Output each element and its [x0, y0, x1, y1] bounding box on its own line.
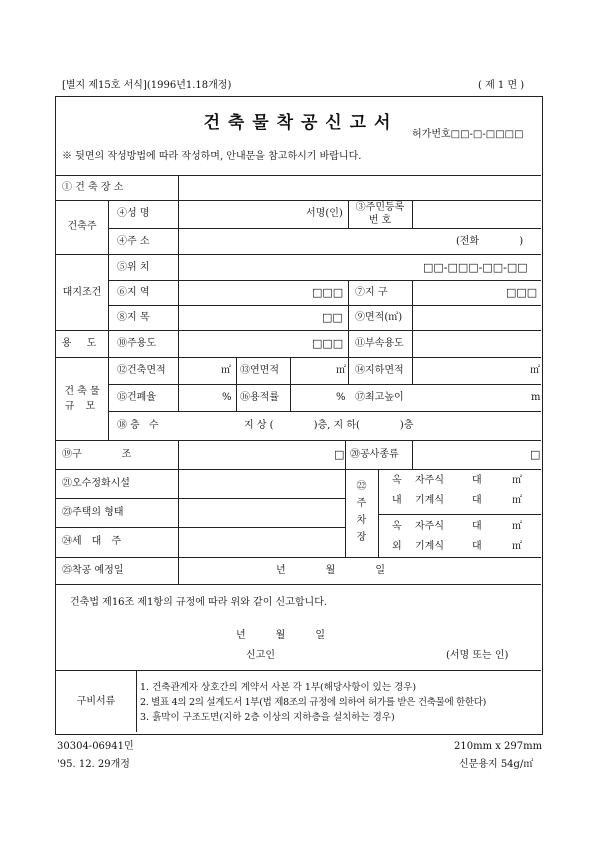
sub-use-label: ⑪부속용도	[355, 338, 404, 349]
phone-label: (전화 )	[456, 236, 524, 247]
basement-area-label: ⑭지하면적	[355, 365, 404, 376]
sewage-label: ㉑오수정화시설	[62, 478, 130, 489]
docs-label: 구비서류	[76, 696, 116, 707]
indoor-mech-unit: ㎡	[512, 495, 522, 506]
far-unit: %	[336, 392, 346, 403]
lot-label: ⑧지 목	[117, 312, 150, 323]
doc-item-1: 1. 건축관계자 상호간의 계약서 사본 각 1부(해당사항이 있는 경우)	[140, 682, 417, 693]
coverage-label: ⑮건폐율	[117, 392, 156, 403]
parking-label-2: 주	[356, 498, 367, 509]
floors-label: ⑱층 수	[117, 420, 162, 431]
housing-label: ㉓주택의 형태	[62, 507, 124, 518]
coverage-unit: %	[222, 392, 232, 403]
parking-label-1: ㉒	[356, 481, 367, 492]
page-title: 건 축 물 착 공 신 고 서	[203, 113, 392, 133]
parking-label-3: 차	[356, 515, 367, 526]
address-label: ④주 소	[117, 236, 150, 247]
footer-code: 30304-06941민	[57, 741, 134, 752]
floor-area-label: ⑬연면적	[240, 365, 279, 376]
footer-revised: '95. 12. 29개정	[57, 759, 130, 770]
notice-text: ※ 뒷면의 작성방법에 따라 작성하며, 안내문을 참고하시기 바랍니다.	[62, 151, 362, 162]
zone-label: ⑥지 역	[117, 287, 150, 298]
indoor-label-2: 내	[392, 495, 402, 506]
indoor-self-label: 자주식	[415, 475, 444, 486]
permit-number: 허가번호□□-□-□□□□	[412, 129, 524, 140]
indoor-label-1: 옥	[392, 475, 402, 486]
scale-label-1: 건 축 물	[64, 386, 100, 397]
doc-item-2: 2. 별표 4의 2의 설계도서 1부(법 제8조의 규정에 의하여 허가를 받은 건축물에 한한다)	[140, 697, 487, 708]
footer-size: 210mm x 297mm	[454, 741, 543, 752]
work-type-label: ⑳공사종류	[350, 449, 399, 460]
area-label: ⑨면적(㎡)	[355, 312, 403, 323]
sign-label: 서명(인)	[306, 208, 343, 219]
sign-or-seal-label: (서명 또는 인)	[446, 650, 509, 661]
work-type-box: □	[530, 448, 541, 461]
land-label: 대지조건	[62, 287, 102, 298]
form-number: [별지 제15호 서식](1996년1.18개정)	[62, 80, 232, 91]
zone-boxes: □□□	[312, 286, 344, 299]
floor-area-unit: ㎡	[336, 365, 346, 376]
use-label: 용 도	[61, 338, 103, 349]
structure-label: ⑲구 조	[62, 449, 132, 460]
outdoor-self-unit: ㎡	[512, 521, 522, 532]
height-unit: m	[531, 392, 541, 403]
declaration-date: 년 월 일	[236, 630, 325, 641]
applicant-label: 신고인	[246, 650, 275, 661]
main-use-label: ⑩주용도	[117, 338, 156, 349]
outdoor-mech-label: 기계식	[415, 541, 444, 552]
floors-value: 지 상 ( )층, 지 하( )층	[244, 420, 414, 431]
outdoor-self-label: 자주식	[415, 521, 444, 532]
lot-boxes: □□	[322, 311, 343, 324]
outdoor-self-dae: 대	[472, 521, 482, 532]
building-area-label: ⑫건축면적	[117, 365, 166, 376]
declaration-text: 건축법 제16조 제1항의 규정에 따라 위와 같이 신고합니다.	[70, 597, 328, 608]
site-label: ① 건 축 장 소	[62, 182, 124, 193]
indoor-mech-label: 기계식	[415, 495, 444, 506]
far-label: ⑯용적률	[240, 392, 279, 403]
location-label: ⑤위 치	[117, 262, 150, 273]
start-date-value: 년 월 일	[276, 565, 385, 576]
indoor-self-dae: 대	[472, 475, 482, 486]
rrn-label-2: 번 호	[368, 215, 392, 226]
footer-paper: 신문용지 54g/㎡	[459, 759, 534, 770]
structure-box: □	[334, 448, 345, 461]
page-number: ( 제 1 면 )	[478, 80, 525, 91]
building-area-unit: ㎡	[221, 365, 231, 376]
height-label: ⑰최고높이	[355, 392, 404, 403]
doc-item-3: 3. 흙막이 구조도면(지하 2층 이상의 지하층을 설치하는 경우)	[140, 712, 395, 723]
owner-label: 건축주	[67, 221, 97, 232]
district-label: ⑦지 구	[355, 287, 388, 298]
start-date-label: ㉕착공 예정일	[62, 565, 124, 576]
households-label: ㉔세 대 주	[62, 536, 121, 547]
location-boxes: □□-□□□-□□-□□	[423, 261, 528, 274]
district-boxes: □□□	[506, 286, 538, 299]
scale-label-2: 규 모	[64, 401, 100, 412]
outdoor-mech-dae: 대	[472, 541, 482, 552]
name-label: ④성 명	[117, 208, 150, 219]
parking-label-4: 장	[356, 532, 367, 543]
indoor-self-unit: ㎡	[512, 475, 522, 486]
rrn-label-1: ③주민등록	[355, 202, 405, 213]
outdoor-mech-unit: ㎡	[512, 541, 522, 552]
outdoor-label-2: 외	[392, 541, 402, 552]
main-use-boxes: □□□	[312, 337, 344, 350]
basement-area-unit: ㎡	[530, 365, 540, 376]
outdoor-label-1: 옥	[392, 521, 402, 532]
indoor-mech-dae: 대	[472, 495, 482, 506]
